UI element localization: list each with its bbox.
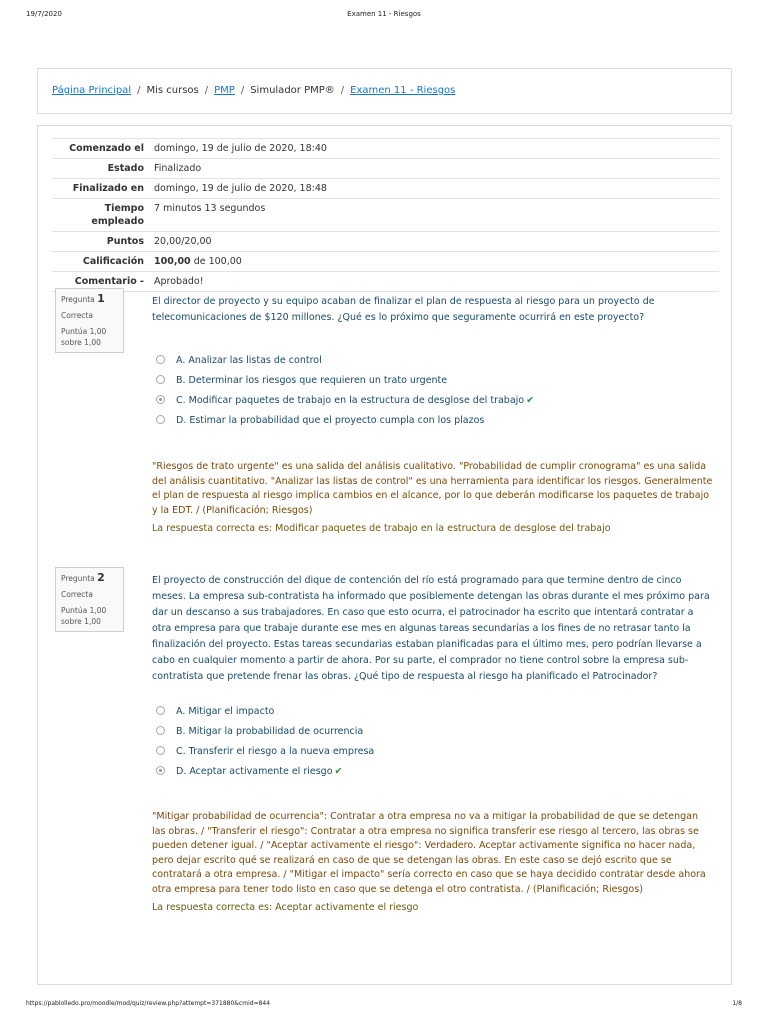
radio-icon[interactable] xyxy=(156,415,165,424)
radio-icon[interactable] xyxy=(156,375,165,384)
breadcrumb-separator: / xyxy=(137,85,141,96)
radio-icon[interactable] xyxy=(156,746,165,755)
comment-label: Comentario - xyxy=(74,276,144,287)
summary-row-points xyxy=(52,232,719,252)
question-number: 2 xyxy=(97,571,105,584)
right-answer-2: La respuesta correcta es: Aceptar activamente el riesgo xyxy=(152,902,419,913)
finished-label: Finalizado en xyxy=(72,183,144,194)
answer-label: B. Mitigar la probabilidad de ocurrencia xyxy=(176,726,364,737)
grade-value xyxy=(150,252,719,272)
summary-row-comment xyxy=(52,272,719,292)
breadcrumb-course-link[interactable]: PMP xyxy=(214,85,235,96)
state-label: Estado xyxy=(107,163,144,174)
question-feedback-1: "Riesgos de trato urgente" es una salida del análisis cualitativo. "Probabilidad de cumplir cronograma" es una salida del análisis cuantitativo. "Analizar las listas de control" es una herramienta para identificar los riesgos. Generalmente el plan de respuesta al riesgo implica cambios en el alcance, por lo que deberán modificarse los paquetes de trabajo y la EDT. / (Planificación; Riesgos) xyxy=(152,461,713,516)
breadcrumb-section: Simulador PMP® xyxy=(250,85,335,96)
started-value: domingo, 19 de julio de 2020, 18:40 xyxy=(154,143,327,154)
finished-value: domingo, 19 de julio de 2020, 18:48 xyxy=(154,183,327,194)
grade-label: Calificación xyxy=(82,256,144,267)
check-icon: ✔ xyxy=(526,395,535,406)
radio-icon[interactable] xyxy=(156,355,165,364)
summary-row-finished xyxy=(52,179,719,199)
answer-option[interactable] xyxy=(156,725,363,739)
summary-row-state xyxy=(52,159,719,179)
breadcrumb-my-courses: Mis cursos xyxy=(146,85,199,96)
state-value: Finalizado xyxy=(154,163,202,174)
quiz-review-panel xyxy=(37,125,732,985)
answer-option-selected[interactable] xyxy=(156,394,534,408)
radio-selected-icon[interactable] xyxy=(156,766,165,775)
question-grade: Puntúa 1,00 sobre 1,00 xyxy=(61,327,107,347)
grade-value-rest: de 100,00 xyxy=(190,256,242,267)
question-label: Pregunta xyxy=(61,574,95,583)
question-label: Pregunta xyxy=(61,295,95,304)
question-grade: Puntúa 1,00 sobre 1,00 xyxy=(61,606,107,626)
answer-option[interactable] xyxy=(156,374,447,388)
answer-option[interactable] xyxy=(156,705,274,719)
answer-label: C. Transferir el riesgo a la nueva empresa xyxy=(176,746,375,757)
attempt-summary-table xyxy=(52,138,719,292)
print-url: https://pablolledo.pro/moodle/mod/quiz/review.php?attempt=371880&cmid=844 xyxy=(26,1000,271,1007)
time-label: Tiempo empleado xyxy=(91,203,144,227)
print-page-count: 1/8 xyxy=(732,1000,742,1007)
print-date: 19/7/2020 xyxy=(26,10,62,18)
answer-label: D. Estimar la probabilidad que el proyecto cumpla con los plazos xyxy=(176,415,485,426)
summary-row-grade xyxy=(52,252,719,272)
question-info-2 xyxy=(55,567,124,632)
answer-label: C. Modificar paquetes de trabajo en la estructura de desglose del trabajo xyxy=(176,395,525,406)
radio-icon[interactable] xyxy=(156,706,165,715)
print-title: Examen 11 - Riesgos xyxy=(347,10,421,18)
breadcrumb xyxy=(37,68,732,114)
answer-option[interactable] xyxy=(156,745,374,759)
breadcrumb-separator: / xyxy=(204,85,209,96)
points-value: 20,00/20,00 xyxy=(154,236,212,247)
question-feedback-2: "Mitigar probabilidad de ocurrencia": Contratar a otra empresa no va a mitigar la probabilidad de que se detengan las obras. / "Transferir el riesgo": Contratar a otra empresa no significa transferir ese riesgo al tercero, las obras se pueden detener igual. / "Aceptar activamente el riesgo": Verdadero. Aceptar activamente significa no hacer nada, pero dejar escrito qué se realizará en caso de que se detengan las obras. En este caso se dejó escrito que se contratará a otra empresa. / "Mitigar el impacto" sería correcto en caso que se haya decidido contratar desde ahora otra empresa para tener todo listo en caso que se detenga el otro contratista. / (Planificación; Riesgos) xyxy=(152,811,706,895)
summary-row-time xyxy=(52,199,719,232)
answer-label: B. Determinar los riesgos que requieren un trato urgente xyxy=(176,375,448,386)
breadcrumb-home-link[interactable]: Página Principal xyxy=(52,85,132,96)
answer-label: D. Aceptar activamente el riesgo xyxy=(176,766,333,777)
question-text-2: El proyecto de construcción del dique de contención del río está programado para que termine dentro de cinco meses. La empresa sub-contratista ha informado que posiblemente detengan las obras durante el mes próximo para dar un descanso a sus trabajadores. En caso que esto ocurra, el patrocinador ha escrito que intentará contratar a otra empresa para que trabaje durante ese mes en algunas tareas secundarias a los fines de no retrasar tanto la finalización del proyecto. Estas tareas secundarias estaban planificadas para el último mes, pero podrían llevarse a cabo en cualquier momento a partir de ahora. Por su parte, el comprador no tiene control sobre la empresa sub-contratista que pretende frenar las obras. ¿Qué tipo de respuesta al riesgo ha planificado el Patrocinador? xyxy=(152,575,710,682)
print-header xyxy=(0,10,768,24)
answer-label: A. Mitigar el impacto xyxy=(176,706,275,717)
answer-option[interactable] xyxy=(156,414,484,428)
breadcrumb-separator: / xyxy=(340,85,345,96)
summary-row-started xyxy=(52,139,719,159)
answer-option[interactable] xyxy=(156,354,322,368)
breadcrumb-quiz-link[interactable]: Examen 11 - Riesgos xyxy=(350,85,456,96)
answer-label: A. Analizar las listas de control xyxy=(176,355,322,366)
radio-icon[interactable] xyxy=(156,726,165,735)
print-footer xyxy=(0,1000,768,1014)
points-label: Puntos xyxy=(106,236,144,247)
grade-value-bold: 100,00 xyxy=(154,256,191,267)
radio-selected-icon[interactable] xyxy=(156,395,165,404)
answer-option-selected[interactable] xyxy=(156,765,342,779)
started-label: Comenzado el xyxy=(69,143,144,154)
question-state: Correcta xyxy=(61,590,93,599)
check-icon: ✔ xyxy=(334,766,343,777)
time-value: 7 minutos 13 segundos xyxy=(154,203,266,214)
right-answer-1: La respuesta correcta es: Modificar paquetes de trabajo en la estructura de desglose del trabajo xyxy=(152,523,611,534)
breadcrumb-separator: / xyxy=(240,85,245,96)
question-text-1: El director de proyecto y su equipo acaban de finalizar el plan de respuesta al riesgo para un proyecto de telecomunicaciones de $120 millones. ¿Qué es lo próximo que seguramente ocurrirá en este proyecto? xyxy=(152,296,655,323)
question-state: Correcta xyxy=(61,311,93,320)
question-number: 1 xyxy=(97,292,105,305)
comment-value: Aprobado! xyxy=(154,276,204,287)
question-info-1 xyxy=(55,288,124,353)
